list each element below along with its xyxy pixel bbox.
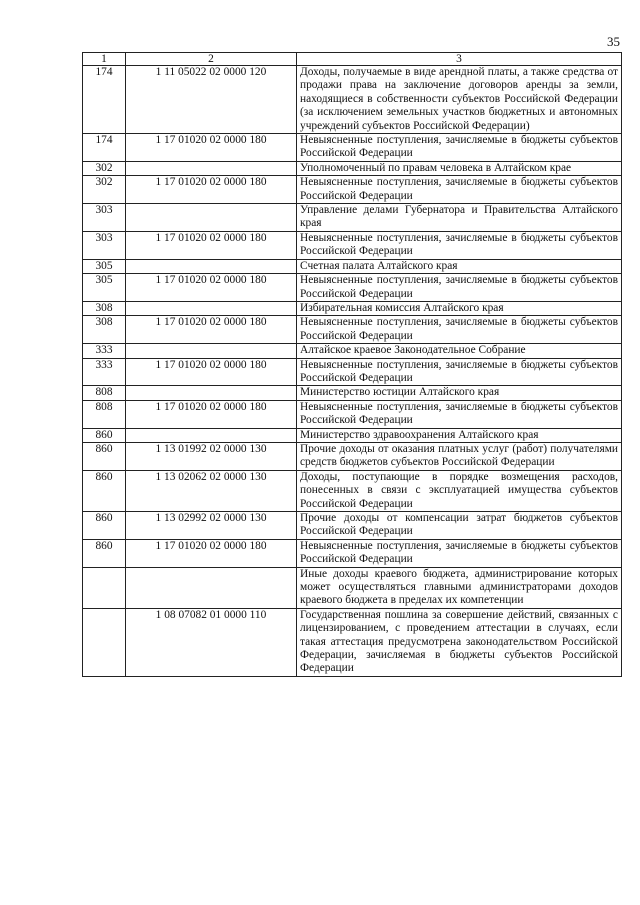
administrator-code-cell: 302 bbox=[83, 176, 126, 204]
revenue-name-cell: Счетная палата Алтайского края bbox=[297, 259, 622, 273]
administrator-code-cell bbox=[83, 567, 126, 608]
table-row bbox=[83, 316, 622, 344]
budget-classification-code-cell: 1 17 01020 02 0000 180 bbox=[126, 539, 297, 567]
budget-classification-code-cell: 1 13 01992 02 0000 130 bbox=[126, 442, 297, 470]
table-row bbox=[83, 66, 622, 134]
table-row bbox=[83, 358, 622, 386]
budget-classification-code-cell: 1 17 01020 02 0000 180 bbox=[126, 231, 297, 259]
revenue-name-cell: Прочие доходы от компенсации затрат бюджетов субъектов Российской Федерации bbox=[297, 512, 622, 540]
administrator-code-cell: 860 bbox=[83, 428, 126, 442]
budget-classification-code-cell: 1 11 05022 02 0000 120 bbox=[126, 66, 297, 134]
column-header-3: 3 bbox=[297, 53, 622, 66]
budget-classification-code-cell bbox=[126, 428, 297, 442]
revenue-name-cell: Алтайское краевое Законодательное Собрание bbox=[297, 344, 622, 358]
budget-classification-code-cell: 1 17 01020 02 0000 180 bbox=[126, 274, 297, 302]
table-row bbox=[83, 176, 622, 204]
budget-classification-code-cell bbox=[126, 161, 297, 175]
budget-classification-code-cell bbox=[126, 301, 297, 315]
administrator-code-cell: 302 bbox=[83, 161, 126, 175]
administrator-code-cell: 308 bbox=[83, 316, 126, 344]
table-row bbox=[83, 442, 622, 470]
table-row bbox=[83, 259, 622, 273]
table-row bbox=[83, 231, 622, 259]
revenue-administrators-table bbox=[82, 52, 622, 677]
table-row bbox=[83, 470, 622, 511]
table-row bbox=[83, 428, 622, 442]
revenue-name-cell: Невыясненные поступления, зачисляемые в бюджеты субъектов Российской Федерации bbox=[297, 316, 622, 344]
table-row bbox=[83, 301, 622, 315]
administrator-code-cell: 174 bbox=[83, 134, 126, 162]
administrator-code-cell: 860 bbox=[83, 442, 126, 470]
revenue-name-cell: Невыясненные поступления, зачисляемые в бюджеты субъектов Российской Федерации bbox=[297, 176, 622, 204]
revenue-name-cell: Невыясненные поступления, зачисляемые в бюджеты субъектов Российской Федерации bbox=[297, 400, 622, 428]
revenue-name-cell: Избирательная комиссия Алтайского края bbox=[297, 301, 622, 315]
administrator-code-cell bbox=[83, 608, 126, 676]
table-row bbox=[83, 274, 622, 302]
revenue-name-cell: Доходы, поступающие в порядке возмещения расходов, понесенных в связи с эксплуатацией имущества субъектов Российской Федерации bbox=[297, 470, 622, 511]
column-header-1: 1 bbox=[83, 53, 126, 66]
budget-classification-code-cell: 1 13 02992 02 0000 130 bbox=[126, 512, 297, 540]
administrator-code-cell: 860 bbox=[83, 470, 126, 511]
table-row bbox=[83, 608, 622, 676]
budget-classification-code-cell bbox=[126, 259, 297, 273]
administrator-code-cell: 308 bbox=[83, 301, 126, 315]
table-row bbox=[83, 386, 622, 400]
administrator-code-cell: 305 bbox=[83, 259, 126, 273]
administrator-code-cell: 303 bbox=[83, 231, 126, 259]
budget-classification-code-cell: 1 08 07082 01 0000 110 bbox=[126, 608, 297, 676]
revenue-name-cell: Министерство юстиции Алтайского края bbox=[297, 386, 622, 400]
table-row bbox=[83, 204, 622, 232]
revenue-name-cell: Уполномоченный по правам человека в Алтайском крае bbox=[297, 161, 622, 175]
revenue-name-cell: Невыясненные поступления, зачисляемые в бюджеты субъектов Российской Федерации bbox=[297, 134, 622, 162]
revenue-name-cell: Министерство здравоохранения Алтайского края bbox=[297, 428, 622, 442]
administrator-code-cell: 808 bbox=[83, 400, 126, 428]
table-row bbox=[83, 512, 622, 540]
table-row bbox=[83, 567, 622, 608]
page-number: 35 bbox=[607, 34, 620, 49]
budget-classification-code-cell: 1 13 02062 02 0000 130 bbox=[126, 470, 297, 511]
budget-classification-code-cell: 1 17 01020 02 0000 180 bbox=[126, 400, 297, 428]
table-row bbox=[83, 400, 622, 428]
administrator-code-cell: 174 bbox=[83, 66, 126, 134]
table-body bbox=[83, 66, 622, 677]
table-header-row bbox=[83, 53, 622, 66]
revenue-name-cell: Иные доходы краевого бюджета, администрирование которых может осуществляться главными администраторами доходов краевого бюджета в пределах их компетенции bbox=[297, 567, 622, 608]
administrator-code-cell: 333 bbox=[83, 358, 126, 386]
table-row bbox=[83, 344, 622, 358]
revenue-name-cell: Невыясненные поступления, зачисляемые в бюджеты субъектов Российской Федерации bbox=[297, 539, 622, 567]
revenue-name-cell: Прочие доходы от оказания платных услуг (работ) получателями средств бюджетов субъектов Российской Федерации bbox=[297, 442, 622, 470]
revenue-name-cell: Невыясненные поступления, зачисляемые в бюджеты субъектов Российской Федерации bbox=[297, 231, 622, 259]
table-row bbox=[83, 134, 622, 162]
column-header-2: 2 bbox=[126, 53, 297, 66]
administrator-code-cell: 303 bbox=[83, 204, 126, 232]
budget-classification-code-cell bbox=[126, 344, 297, 358]
table-row bbox=[83, 161, 622, 175]
revenue-name-cell: Невыясненные поступления, зачисляемые в бюджеты субъектов Российской Федерации bbox=[297, 358, 622, 386]
revenue-name-cell: Доходы, получаемые в виде арендной платы, а также средства от продажи права на заключение договоров аренды за земли, находящиеся в собственности субъектов Российской Федерации (за исключением земельных участков бюджетных и автономных учреждений субъектов Российской Федерации) bbox=[297, 66, 622, 134]
budget-classification-code-cell bbox=[126, 204, 297, 232]
administrator-code-cell: 333 bbox=[83, 344, 126, 358]
administrator-code-cell: 808 bbox=[83, 386, 126, 400]
administrator-code-cell: 305 bbox=[83, 274, 126, 302]
budget-classification-code-cell: 1 17 01020 02 0000 180 bbox=[126, 316, 297, 344]
administrator-code-cell: 860 bbox=[83, 539, 126, 567]
revenue-name-cell: Государственная пошлина за совершение действий, связанных с лицензированием, с проведением аттестации в случаях, если такая аттестация предусмотрена законодательством Российской Федерации, зачисляемая в бюджеты субъектов Российской Федерации bbox=[297, 608, 622, 676]
budget-classification-code-cell: 1 17 01020 02 0000 180 bbox=[126, 134, 297, 162]
table-row bbox=[83, 539, 622, 567]
administrator-code-cell: 860 bbox=[83, 512, 126, 540]
revenue-name-cell: Управление делами Губернатора и Правительства Алтайского края bbox=[297, 204, 622, 232]
budget-classification-code-cell bbox=[126, 567, 297, 608]
budget-classification-code-cell: 1 17 01020 02 0000 180 bbox=[126, 176, 297, 204]
budget-classification-code-cell: 1 17 01020 02 0000 180 bbox=[126, 358, 297, 386]
revenue-name-cell: Невыясненные поступления, зачисляемые в бюджеты субъектов Российской Федерации bbox=[297, 274, 622, 302]
budget-classification-code-cell bbox=[126, 386, 297, 400]
